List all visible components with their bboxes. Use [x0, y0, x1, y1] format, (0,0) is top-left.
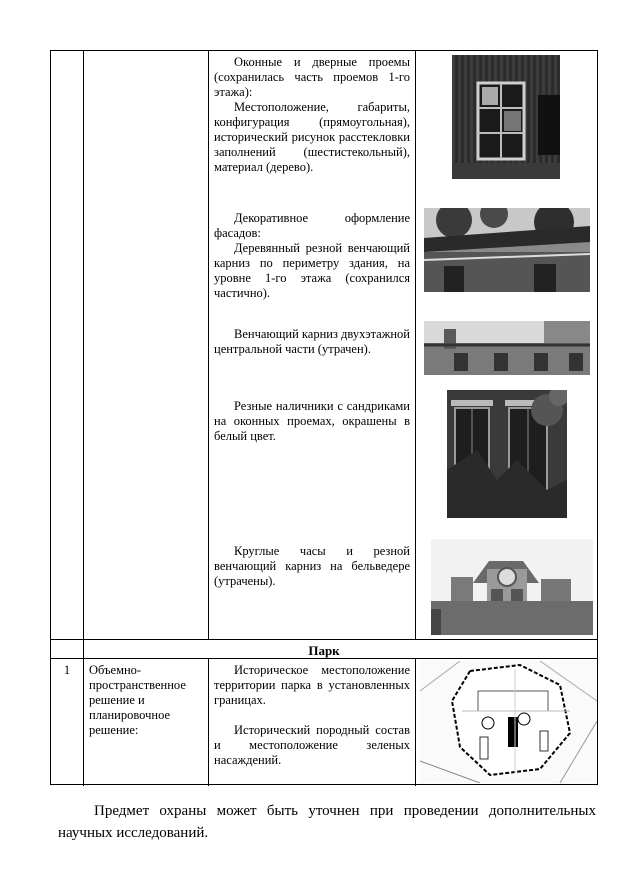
clock-cell — [214, 544, 410, 589]
clock-text: Круглые часы и резной венчающий карниз на бельведере (утрачены). — [214, 544, 410, 588]
subject-of-protection-table — [50, 50, 598, 785]
window-photo — [452, 55, 560, 179]
facade-decor-cell — [214, 211, 410, 301]
park-location-text: Историческое местоположение территории парка в установленных границах. — [214, 663, 410, 707]
park-plants-text: Исторический породный состав и местоположение зеленых насаждений. — [214, 723, 410, 767]
facade-decor-description: Деревянный резной венчающий карниз по периметру здания, на уровне 1-го этажа (сохранился частично). — [214, 241, 410, 300]
window-trims-text: Резные наличники с сандриками на оконных проемах, окрашены в белый цвет. — [214, 399, 410, 443]
cornice-photo — [424, 208, 590, 292]
park-section-title: Парк — [308, 643, 340, 658]
park-row-number: 1 — [63, 663, 71, 677]
central-cornice-text: Венчающий карниз двухэтажной центральной части (утрачен). — [214, 327, 410, 356]
windows-doors-cell — [214, 55, 410, 175]
central-cornice-cell — [214, 327, 410, 357]
window-trims-photo — [447, 390, 567, 518]
park-row-name: Объемно-пространственное решение и планировочное решение: — [89, 663, 186, 737]
windows-doors-description: Местоположение, габариты, конфигурация (прямоугольная), исторический рисунок расстекловки заполнений (шестистекольный), материал (дерево). — [214, 100, 410, 174]
window-trims-cell — [214, 399, 410, 444]
footer-note: Предмет охраны может быть уточнен при проведении дополнительных научных исследований. — [58, 803, 596, 841]
windows-doors-heading: Оконные и дверные проемы (сохранилась часть проемов 1-го этажа): — [214, 55, 410, 99]
park-row-description — [214, 663, 410, 768]
belvedere-photo — [431, 539, 593, 635]
facade-decor-heading: Декоративное оформление фасадов: — [214, 211, 410, 240]
park-plan-map — [420, 661, 597, 783]
central-part-photo — [424, 321, 590, 375]
